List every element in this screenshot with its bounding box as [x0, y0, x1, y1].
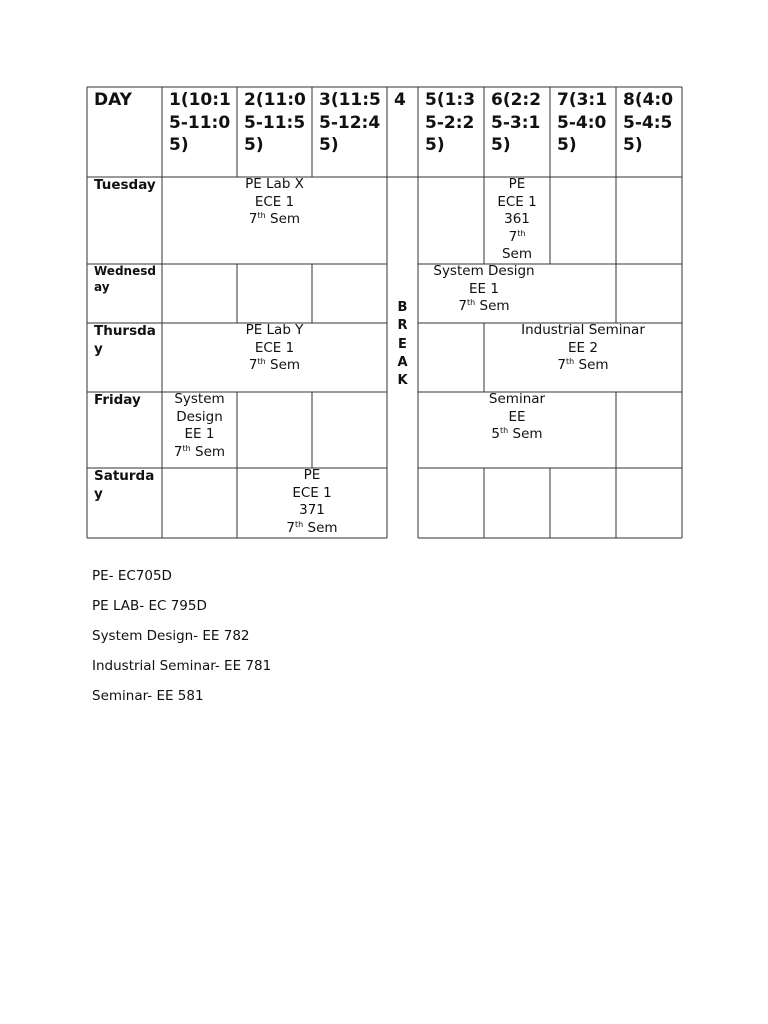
entry-line: PE Lab X	[245, 176, 304, 192]
legend-item: Industrial Seminar- EE 781	[92, 658, 272, 674]
ordinal-suffix: th	[295, 519, 304, 529]
entry-wednesday-system-design	[418, 263, 550, 316]
ordinal-suffix: th	[500, 426, 509, 435]
entry-line: 7th Sem	[458, 298, 510, 314]
header-period-8: 8(4:05-4:55)	[623, 90, 674, 155]
day-tuesday: Tuesday	[94, 177, 156, 193]
entry-tuesday-pe-lab-x	[162, 176, 387, 229]
header-period-7: 7(3:15-4:05)	[557, 90, 608, 155]
ordinal-suffix: th	[257, 357, 266, 366]
legend-item: System Design- EE 782	[92, 628, 250, 644]
legend-item: PE- EC705D	[92, 568, 172, 584]
header-period-1: 1(10:15-11:05)	[169, 90, 231, 155]
break-letter: E	[398, 336, 407, 352]
legend-item: Seminar- EE 581	[92, 688, 204, 704]
entry-line: 7th Sem	[173, 443, 226, 460]
entry-friday-seminar	[418, 391, 616, 444]
entry-line: 361	[504, 211, 530, 227]
entry-line: Industrial Seminar	[521, 322, 645, 338]
entry-line: 7th	[508, 228, 526, 245]
entry-line: 7th Sem	[248, 211, 301, 227]
entry-line: PE Lab Y	[245, 322, 304, 338]
entry-line: Sem	[501, 246, 533, 262]
header-period-6: 6(2:25-3:15)	[491, 90, 542, 155]
day-thursday: Thursday	[94, 323, 156, 357]
header-day: DAY	[94, 90, 132, 110]
ordinal-suffix: th	[517, 228, 526, 238]
header-period-3: 3(11:55-12:45)	[319, 90, 381, 155]
entry-line: 5th Sem	[491, 426, 543, 442]
break-letter: B	[397, 300, 408, 315]
entry-line: System Design	[433, 263, 535, 279]
legend-item: PE LAB- EC 795D	[92, 598, 207, 614]
entry-line: Seminar	[488, 391, 546, 407]
header-period-2: 2(11:05-11:55)	[244, 90, 306, 155]
day-wednesday: Wednesday	[94, 264, 156, 294]
entry-line: ECE 1	[254, 193, 295, 210]
entry-line: 7th Sem	[557, 357, 609, 373]
entry-thursday-industrial-seminar	[484, 322, 682, 375]
entry-line: 7th Sem	[248, 357, 301, 373]
ordinal-suffix: th	[467, 298, 476, 307]
entry-line: ECE 1	[254, 339, 295, 356]
break-label	[387, 299, 418, 390]
ordinal-suffix: th	[257, 211, 266, 220]
entry-line: System	[174, 391, 225, 407]
header-period-5: 5(1:35-2:25)	[425, 90, 476, 155]
entry-line: Design	[176, 408, 223, 425]
break-letter: R	[397, 318, 408, 334]
entry-line: EE 1	[469, 280, 499, 297]
entry-line: EE 2	[568, 339, 598, 356]
break-letter: A	[397, 354, 408, 370]
entry-tuesday-pe	[484, 176, 550, 264]
entry-line: 371	[299, 502, 325, 518]
entry-thursday-pe-lab-y	[162, 322, 387, 375]
header-period-4: 4	[394, 90, 406, 110]
entry-line: ECE 1	[292, 484, 332, 501]
day-saturday: Saturday	[94, 468, 155, 502]
entry-line: EE	[508, 408, 526, 425]
ordinal-suffix: th	[182, 443, 191, 453]
entry-friday-system-design	[162, 391, 237, 461]
ordinal-suffix: th	[566, 357, 575, 366]
entry-line: PE	[508, 176, 526, 192]
entry-line: ECE 1	[497, 193, 537, 210]
entry-line: EE 1	[184, 426, 215, 442]
break-letter: K	[397, 373, 408, 389]
day-friday: Friday	[94, 392, 141, 408]
entry-line: 7th Sem	[286, 519, 338, 536]
entry-line: PE	[303, 467, 321, 483]
entry-saturday-pe	[237, 467, 387, 537]
